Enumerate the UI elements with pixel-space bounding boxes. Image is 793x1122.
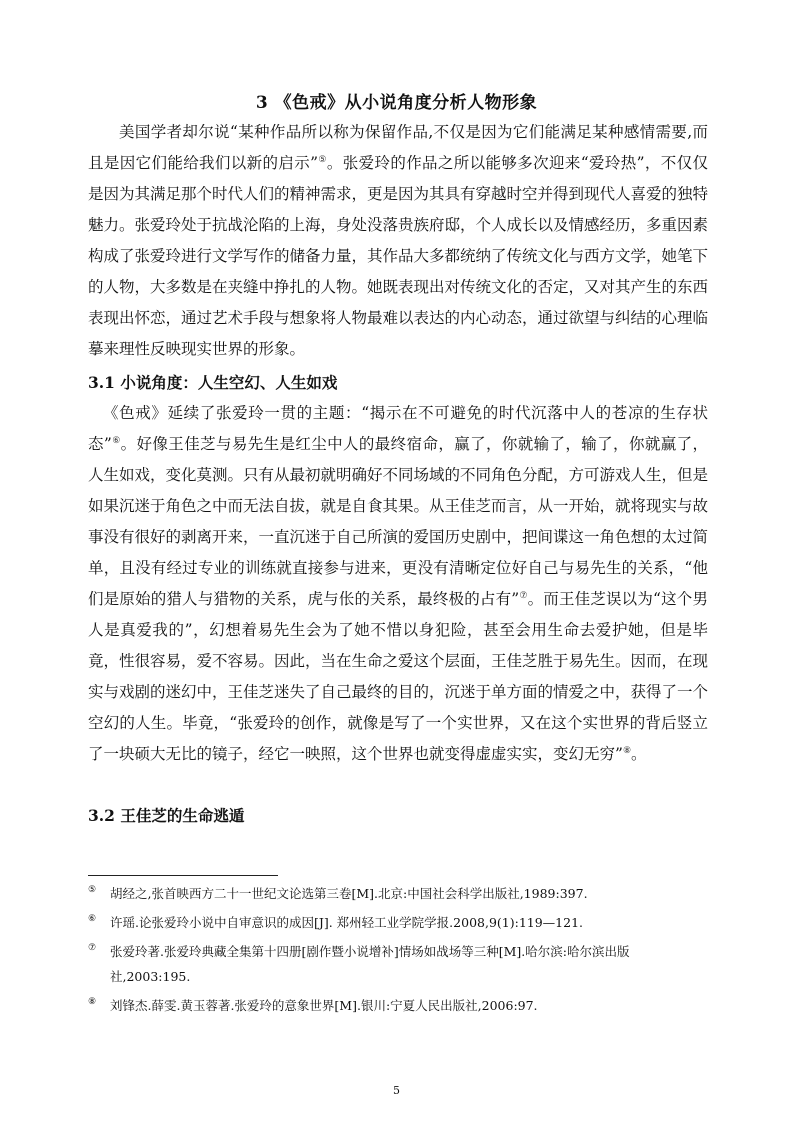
intro-text-1: 美国学者却尔说“某种作品所以称为保留作品,不仅是因为它们能满足某种感情需要,而且是因它们能给我们以新的启示” <box>88 123 708 172</box>
footnote-ref-8[interactable]: ⑧ <box>622 745 632 756</box>
footnote-text: 刘锋杰.薛雯.黄玉蓉著.张爱玲的意象世界[M].银川:宁夏人民出版社,2006:97. <box>110 998 538 1013</box>
footnote-item <box>88 993 708 1018</box>
subsection-3-1-paragraph <box>88 398 708 770</box>
footnote-item <box>88 910 708 935</box>
sub1-text-3: 。而王佳芝误以为“这个男人是真爱我的”，幻想着易先生会为了她不惜以身犯险，甚至会用生命去爱护她，但是毕竟，性很容易，爱不容易。因此，当在生命之爱这个层面，王佳芝胜于易先生。因而，在现实与戏剧的迷幻中，王佳芝迷失了自己最终的目的，沉迷于单方面的情爱之中，获得了一个空幻的人生。毕竟，“张爱玲的创作，就像是写了一个实世界，又在这个实世界的背后竖立了一块硕大无比的镜子，经它一映照，这个世界也就变得虚虚实实，变幻无穷” <box>88 590 709 763</box>
intro-paragraph <box>88 117 708 365</box>
footnote-text: 胡经之,张首映西方二十一世纪文论选第三卷[M].北京:中国社会科学出版社,1989:397. <box>110 886 588 901</box>
sub1-text-4: 。 <box>631 745 647 763</box>
footnote-mark: ⑤ <box>88 885 97 895</box>
footnote-item <box>88 939 708 989</box>
subsection-heading-3-2: 3.2 王佳芝的生命逃遁 <box>88 806 245 825</box>
subsection-heading-3-1: 3.1 小说角度：人生空幻、人生如戏 <box>88 373 338 392</box>
footnote-list <box>88 881 708 1022</box>
footnote-ref-7[interactable]: ⑦ <box>519 590 528 601</box>
footnote-text: 张爱玲著.张爱玲典藏全集第十四册[剧作暨小说增补]情场如战场等三种[M].哈尔滨:哈尔滨出版社,2003:195. <box>110 944 630 984</box>
footnote-ref-5[interactable]: ⑤ <box>318 154 327 165</box>
intro-text-2: 。张爱玲的作品之所以能够多次迎来“爱玲热”，不仅仅是因为其满足那个时代人们的精神需求，更是因为其具有穿越时空并得到现代人喜爱的独特魅力。张爱玲处于抗战沦陷的上海，身处没落贵族府邸，个人成长以及情感经历，多重因素构成了张爱玲进行文学写作的储备力量，其作品大多都统纳了传统文化与西方文学，她笔下的人物，大多数是在夹缝中挣扎的人物。她既表现出对传统文化的否定，又对其产生的东西表现出怀恋，通过艺术手段与想象将人物最难以表达的内心动态，通过欲望与纠结的心理临摹来理性反映现实世界的形象。 <box>88 154 709 358</box>
sub1-text-1: 《色戒》延续了张爱玲一贯的主题：“揭示在不可避免的时代沉落中人的苍凉的生存状态” <box>88 404 708 453</box>
page-number: 5 <box>393 1084 400 1097</box>
section-title: 3 《色戒》从小说角度分析人物形象 <box>255 93 538 113</box>
footnote-mark: ⑦ <box>88 943 97 953</box>
footnote-item <box>88 881 708 906</box>
footnote-ref-6[interactable]: ⑥ <box>111 435 121 446</box>
footnote-mark: ⑧ <box>88 997 97 1007</box>
footnote-text: 许瑶.论张爱玲小说中自审意识的成因[J]. 郑州轻工业学院学报.2008,9(1):119—121. <box>110 915 584 930</box>
footnote-divider <box>88 875 278 876</box>
sub1-text-2: 。好像王佳芝与易先生是红尘中人的最终宿命，赢了，你就输了，输了，你就赢了，人生如戏，变化莫测。只有从最初就明确好不同场域的不同角色分配，方可游戏人生，但是如果沉迷于角色之中而无法自拔，就是自食其果。从王佳芝而言，从一开始，就将现实与故事没有很好的剥离开来，一直沉迷于自己所演的爱国历史剧中，把间谍这一角色想的太过简单，且没有经过专业的训练就直接参与进来，更没有清晰定位好自己与易先生的关系，“他们是原始的猎人与猎物的关系，虎与伥的关系，最终极的占有” <box>88 435 709 608</box>
footnote-mark: ⑥ <box>88 914 97 924</box>
